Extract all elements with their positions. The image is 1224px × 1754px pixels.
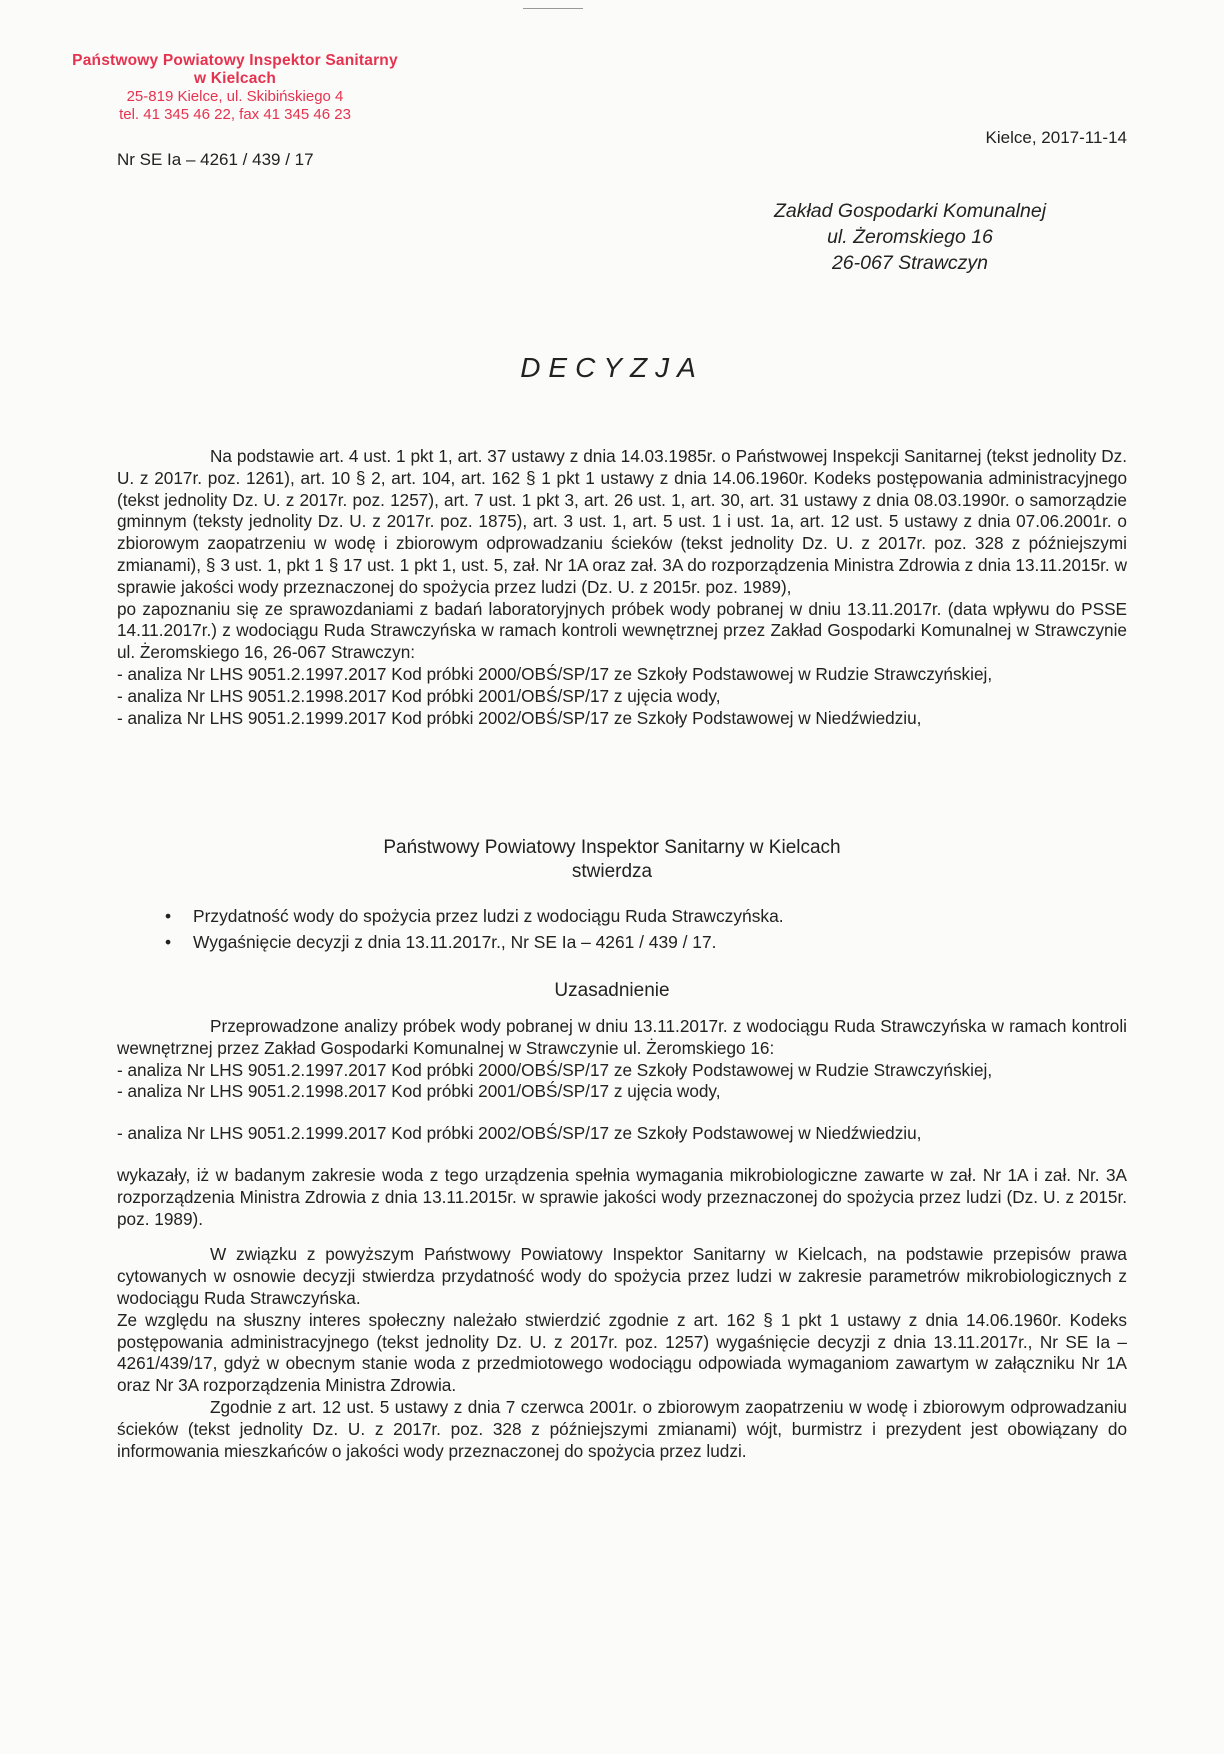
justification-section (117, 1016, 1127, 1462)
justification-title: Uzasadnienie (554, 980, 670, 1001)
justification-analysis-item: - analiza Nr LHS 9051.2.1997.2017 Kod próbki 2000/OBŚ/SP/17 ze Szkoły Podstawowej w Rudzie Strawczyńskiej, (117, 1059, 993, 1080)
finding-text: Przydatność wody do spożycia przez ludzi z wodociągu Ruda Strawczyńska. (193, 906, 784, 926)
authority-name: Państwowy Powiatowy Inspektor Sanitarny w Kielcach (383, 837, 841, 858)
reference-number: Nr SE Ia – 4261 / 439 / 17 (117, 150, 314, 169)
recipient-line-1: Zakład Gospodarki Komunalnej (773, 200, 1047, 222)
findings-list (165, 903, 784, 955)
top-rule (523, 8, 583, 9)
place-date: Kielce, 2017-11-14 (985, 128, 1127, 147)
stamp-line-4: tel. 41 345 46 22, fax 41 345 46 23 (119, 106, 351, 123)
analysis-item: - analiza Nr LHS 9051.2.1998.2017 Kod próbki 2001/OBŚ/SP/17 z ujęcia wody, (117, 685, 721, 706)
conclusion-paragraph: W związku z powyższym Państwowy Powiatowy Inspektor Sanitarny w Kielcach, na podstawie przepisów prawa cytowanych w osnowie decyzji stwierdza przydatność wody do spożycia przez ludzi w zakresie parametrów mikrobiologicznych z wodociągu Ruda Strawczyńska. (117, 1244, 1127, 1308)
legal-basis-section (117, 446, 1127, 729)
finding-item (165, 903, 784, 929)
conclusion-paragraph: Ze względu na słuszny interes społeczny należało stwierdzić zgodnie z art. 162 § 1 pkt 1 ustawy z dnia 14.06.1960r. Kodeks postępowania administracyjnego (tekst jednolity Dz. U. z 2017r. poz. 1257) wygaśnięcie decyzji z dnia 13.11.2017r., Nr SE Ia – 4261/439/17, gdyż w obecnym stanie woda z przedmiotowego wodociągu odpowiada wymaganiom zawartym w załączniku Nr 1A oraz Nr 3A rozporządzenia Ministra Zdrowia. (117, 1309, 1127, 1396)
justification-analysis-item: - analiza Nr LHS 9051.2.1998.2017 Kod próbki 2001/OBŚ/SP/17 z ujęcia wody, (117, 1081, 721, 1102)
analysis-item: - analiza Nr LHS 9051.2.1999.2017 Kod próbki 2002/OBŚ/SP/17 ze Szkoły Podstawowej w Niedźwiedziu, (117, 707, 922, 728)
justification-analysis-item: - analiza Nr LHS 9051.2.1999.2017 Kod próbki 2002/OBŚ/SP/17 ze Szkoły Podstawowej w Niedźwiedziu, (117, 1123, 922, 1144)
document-title: DECYZJA (520, 352, 704, 383)
finding-item (165, 929, 784, 955)
analysis-item: - analiza Nr LHS 9051.2.1997.2017 Kod próbki 2000/OBŚ/SP/17 ze Szkoły Podstawowej w Rudzie Strawczyńskiej, (117, 663, 993, 684)
legal-basis: Na podstawie art. 4 ust. 1 pkt 1, art. 37 ustawy z dnia 14.03.1985r. o Państwowej Inspekcji Sanitarnej (tekst jednolity Dz. U. z 2017r. poz. 1261), art. 10 § 2, art. 104, art. 162 § 1 pkt 1 ustawy z dnia 14.06.1960r. Kodeks postępowania administracyjnego (tekst jednolity Dz. U. z 2017r. poz. 1257), art. 7 ust. 1 pkt 3, art. 26 ust. 1, art. 30, art. 31 ustawy z dnia 08.03.1990r. o samorządzie gminnym (teksty jednolity Dz. U. z 2017r. poz. 1875), art. 3 ust. 1, art. 5 ust. 1 i ust. 1a, art. 12 ust. 5 ustawy z dnia 07.06.2001r. o zbiorowym zaopatrzeniu w wodę i zbiorowym odprowadzaniu ścieków (tekst jednolity Dz. U. z 2017r. poz. 328 z późniejszymi zmianami), § 3 ust. 1, pkt 1 § 17 ust. 1 pkt 1, ust. 5, zał. Nr 1A oraz zał. 3A do rozporządzenia Ministra Zdrowia z dnia 13.11.2015r. w sprawie jakości wody przeznaczonej do spożycia przez ludzi (Dz. U. z 2015r. poz. 1989), (117, 446, 1127, 597)
conclusion-paragraph: Zgodnie z art. 12 ust. 5 ustawy z dnia 7 czerwca 2001r. o zbiorowym zaopatrzeniu w wodę i zbiorowym odprowadzaniu ścieków (tekst jednolity Dz. U. z 2017r. poz. 328 z późniejszymi zmianami) wójt, burmistrz i prezydent jest obowiązany do informowania mieszkańców o jakości wody przeznaczonej do spożycia przez ludzi. (117, 1396, 1127, 1461)
recipient-line-2: ul. Żeromskiego 16 (827, 226, 993, 248)
stamp-line-3: 25-819 Kielce, ul. Skibińskiego 4 (126, 88, 344, 105)
authority-heading (0, 836, 1224, 884)
stamp-line-1: Państwowy Powiatowy Inspektor Sanitarny (72, 52, 398, 69)
justification-intro: Przeprowadzone analizy próbek wody pobranej w dniu 13.11.2017r. z wodociągu Ruda Strawczyńska w ramach kontroli wewnętrznej przez Zakład Gospodarki Komunalnej w Strawczynie ul. Żeromskiego 16: (117, 1016, 1127, 1058)
after-review: po zapoznaniu się ze sprawozdaniami z badań laboratoryjnych próbek wody pobranej w dniu 13.11.2017r. (data wpływu do PSSE 14.11.2017r.) z wodociągu Ruda Strawczyńska w ramach kontroli wewnętrznej przez Zakład Gospodarki Komunalnej w Strawczynie ul. Żeromskiego 16, 26-067 Strawczyn: (117, 598, 1127, 663)
bullet-icon: • (165, 906, 172, 926)
stamp-line-2: w Kielcach (193, 70, 277, 87)
recipient-address (710, 198, 1110, 276)
recipient-line-3: 26-067 Strawczyn (831, 252, 989, 274)
bullet-icon: • (165, 932, 172, 952)
institution-stamp (60, 52, 410, 124)
finding-text: Wygaśnięcie decyzji z dnia 13.11.2017r., Nr SE Ia – 4261 / 439 / 17. (193, 932, 717, 952)
showed-paragraph: wykazały, iż w badanym zakresie woda z tego urządzenia spełnia wymagania mikrobiologiczne zawarte w zał. Nr 1A i zał. Nr. 3A rozporządzenia Ministra Zdrowia z dnia 13.11.2015r. w sprawie jakości wody przeznaczonej do spożycia przez ludzi (Dz. U. z 2015r. poz. 1989). (117, 1164, 1127, 1229)
finds-label: stwierdza (571, 861, 653, 882)
